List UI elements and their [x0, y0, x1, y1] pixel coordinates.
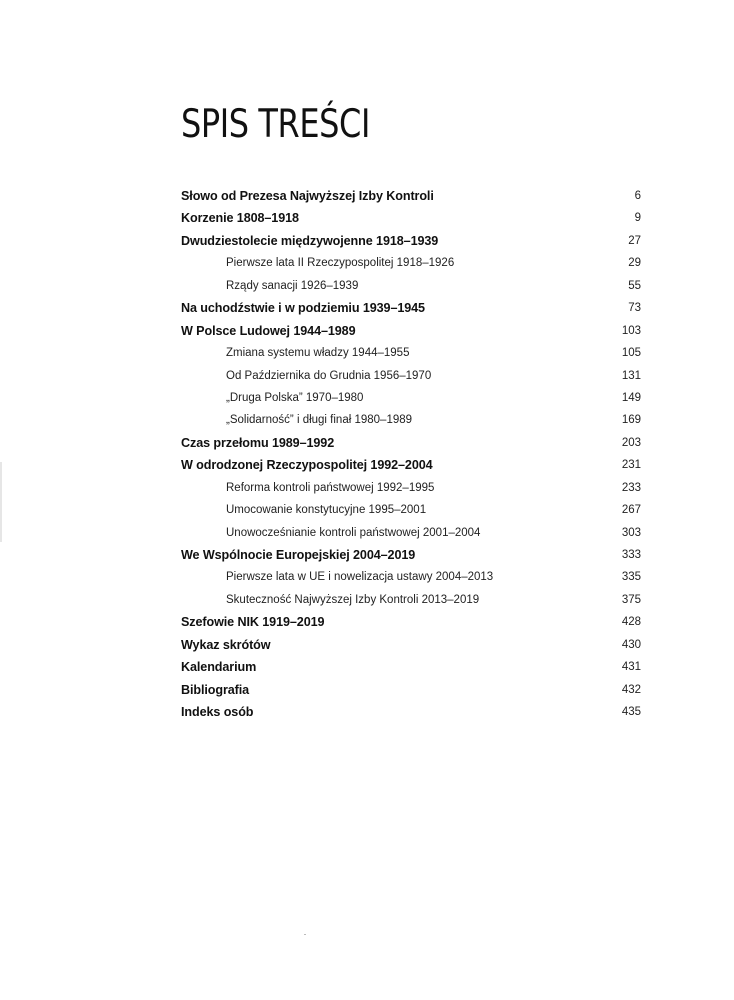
toc-subentry-unowoczesnianie [181, 522, 641, 544]
toc-entry-title: Wykaz skrótów [181, 637, 271, 652]
toc-subentry-title: Skuteczność Najwyższej Izby Kontroli 2013–2019 [226, 593, 480, 606]
toc-subentry-page: 29 [628, 257, 641, 270]
toc-entry-title: We Wspólnocie Europejskiej 2004–2019 [181, 548, 416, 562]
toc-entry-indeks-osob [181, 701, 641, 723]
toc-subentry-page: 105 [621, 347, 641, 360]
toc-subentry-rzady-sanacji [181, 275, 641, 297]
toc-entry-page: 203 [621, 436, 641, 449]
toc-entry-page: 333 [621, 549, 641, 561]
toc-entry-kalendarium [181, 656, 641, 678]
table-of-contents [181, 185, 641, 724]
toc-entry-page: 435 [621, 706, 641, 719]
toc-entry-page: 431 [621, 661, 641, 674]
toc-entry-dwudziestolecie [181, 230, 641, 252]
toc-subentry-title: Rządy sanacji 1926–1939 [226, 279, 359, 292]
toc-subentry-od-pazdziernika [181, 365, 641, 387]
toc-subentry-page: 149 [621, 391, 641, 404]
toc-subentry-page: 55 [628, 279, 641, 292]
toc-entry-title: Słowo od Prezesa Najwyższej Izby Kontroli [181, 189, 434, 203]
toc-subentry-page: 335 [621, 571, 641, 584]
toc-entry-bibliografia [181, 679, 641, 701]
toc-subentry-umocowanie [181, 499, 641, 521]
toc-subentry-title: Reforma kontroli państwowej 1992–1995 [226, 481, 435, 494]
toc-subentry-pierwsze-lata-ii-rp [181, 252, 641, 274]
toc-subentry-title: Pierwsze lata II Rzeczypospolitej 1918–1926 [226, 257, 455, 270]
toc-entry-page: 231 [621, 459, 641, 472]
toc-entry-slowo-od-prezesa [181, 185, 641, 207]
toc-entry-page: 430 [621, 638, 641, 651]
toc-entry-title: Na uchodźstwie i w podziemiu 1939–1945 [181, 301, 425, 316]
toc-entry-wykaz-skrotow [181, 634, 641, 656]
toc-subentry-title: Pierwsze lata w UE i nowelizacja ustawy 2004–2013 [226, 571, 494, 584]
toc-subentry-title: „Druga Polska” 1970–1980 [226, 391, 364, 404]
toc-entry-page: 73 [628, 302, 641, 315]
toc-entry-title: Indeks osób [181, 705, 254, 720]
toc-entry-title: Korzenie 1808–1918 [181, 211, 299, 226]
toc-entry-title: Dwudziestolecie międzywojenne 1918–1939 [181, 233, 439, 248]
toc-entry-title: W odrodzonej Rzeczypospolitej 1992–2004 [181, 458, 433, 473]
toc-entry-title: Kalendarium [181, 660, 257, 675]
toc-subentry-title: Od Października do Grudnia 1956–1970 [226, 369, 432, 382]
toc-entry-odrodzona-rp [181, 454, 641, 476]
toc-subentry-title: Zmiana systemu władzy 1944–1955 [226, 347, 410, 360]
toc-entry-title: W Polsce Ludowej 1944–1989 [181, 323, 356, 338]
toc-subentry-page: 375 [621, 593, 641, 606]
scan-edge-shadow [0, 462, 2, 542]
toc-entry-page: 27 [628, 234, 641, 247]
toc-subentry-page: 303 [621, 526, 641, 539]
toc-subentry-druga-polska [181, 387, 641, 409]
scan-speck [304, 934, 306, 935]
toc-subentry-title: „Solidarność” i długi finał 1980–1989 [226, 414, 413, 427]
toc-subentry-reforma-kontroli [181, 477, 641, 499]
toc-subentry-page: 169 [621, 414, 641, 427]
toc-subentry-solidarnosc [181, 409, 641, 431]
page-title: SPIS TREŚCI [181, 102, 370, 147]
toc-entry-page: 432 [621, 683, 641, 696]
toc-entry-title: Czas przełomu 1989–1992 [181, 435, 335, 450]
toc-entry-czas-przelomu [181, 432, 641, 454]
toc-subentry-title: Umocowanie konstytucyjne 1995–2001 [226, 504, 427, 517]
toc-subentry-skutecznosc [181, 589, 641, 611]
toc-entry-polska-ludowa [181, 320, 641, 342]
toc-entry-page: 428 [621, 616, 641, 629]
toc-entry-page: 9 [634, 212, 641, 225]
toc-subentry-pierwsze-lata-ue [181, 566, 641, 588]
toc-entry-page: 6 [634, 190, 641, 202]
toc-entry-szefowie-nik [181, 611, 641, 633]
toc-entry-na-uchodzstwie [181, 297, 641, 319]
toc-subentry-page: 233 [621, 481, 641, 494]
toc-entry-title: Bibliografia [181, 682, 250, 697]
toc-subentry-title: Unowocześnianie kontroli państwowej 2001–2004 [226, 526, 481, 539]
toc-entry-wspolnota-europejska [181, 544, 641, 566]
toc-entry-page: 103 [621, 324, 641, 337]
toc-entry-title: Szefowie NIK 1919–2019 [181, 615, 325, 630]
toc-subentry-zmiana-systemu [181, 342, 641, 364]
toc-entry-korzenie [181, 207, 641, 229]
toc-subentry-page: 131 [621, 369, 641, 382]
toc-subentry-page: 267 [621, 504, 641, 517]
